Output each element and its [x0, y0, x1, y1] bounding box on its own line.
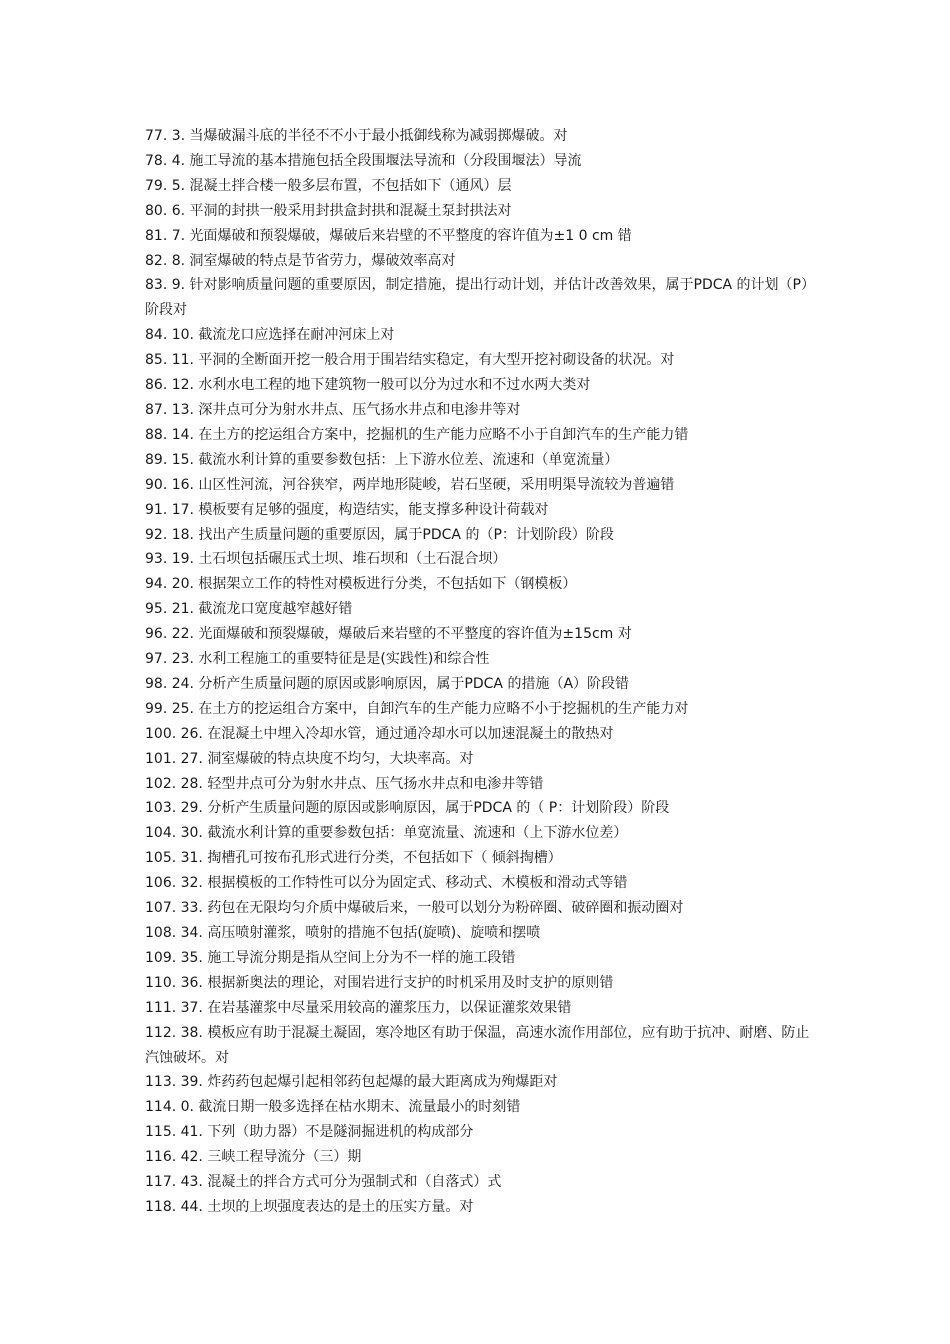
- list-item: 113. 39. 炸药药包起爆引起相邻药包起爆的最大距离成为殉爆距对: [145, 1074, 558, 1091]
- list-item: 102. 28. 轻型井点可分为射水井点、压气扬水井点和电渗井等错: [145, 775, 544, 792]
- list-item: 117. 43. 混凝土的拌合方式可分为强制式和（自落式）式: [145, 1174, 502, 1191]
- list-item: 91. 17. 模板要有足够的强度，构造结实，能支撑多种设计荷载对: [145, 501, 549, 518]
- list-item: 106. 32. 根据模板的工作特性可以分为固定式、移动式、木模板和滑动式等错: [145, 875, 628, 892]
- list-item: 78. 4. 施工导流的基本措施包括全段围堰法导流和（分段围堰法）导流: [145, 152, 582, 169]
- list-item: 105. 31. 掏槽孔可按布孔形式进行分类，不包括如下（ 倾斜掏槽）: [145, 850, 562, 867]
- list-item: 98. 24. 分析产生质量问题的原因或影响原因，属于PDCA 的措施（A）阶段错: [145, 675, 630, 692]
- list-item: 94. 20. 根据架立工作的特性对模板进行分类，不包括如下（钢模板）: [145, 576, 577, 593]
- question-list: [145, 124, 810, 1220]
- list-item: 111. 37. 在岩基灌浆中尽量采用较高的灌浆压力，以保证灌浆效果错: [145, 999, 572, 1016]
- list-item: 89. 15. 截流水利计算的重要参数包括：上下游水位差、流速和（单宽流量）: [145, 451, 619, 468]
- list-item: 109. 35. 施工导流分期是指从空间上分为不一样的施工段错: [145, 949, 516, 966]
- list-item: 112. 38. 模板应有助于混凝土凝固，寒冷地区有助于保温，高速水流作用部位，应有助于抗冲、耐磨、防止汽蚀破坏。对: [145, 1024, 810, 1066]
- list-item: 84. 10. 截流龙口应选择在耐冲河床上对: [145, 327, 395, 344]
- list-item: 107. 33. 药包在无限均匀介质中爆破后来，一般可以划分为粉碎圈、破碎圈和振动圈对: [145, 900, 684, 917]
- list-item: 92. 18. 找出产生质量问题的重要原因，属于PDCA 的（P：计划阶段）阶段: [145, 526, 614, 543]
- list-item: 114. 0. 截流日期一般多选择在枯水期末、流量最小的时刻错: [145, 1099, 521, 1116]
- list-item: 108. 34. 高压喷射灌浆，喷射的措施不包括(旋喷)、旋喷和摆喷: [145, 925, 541, 941]
- list-item: 115. 41. 下列（助力器）不是隧洞掘进机的构成部分: [145, 1124, 474, 1141]
- list-item: 80. 6. 平洞的封拱一般采用封拱盒封拱和混凝土泵封拱法对: [145, 202, 512, 219]
- list-item: 90. 16. 山区性河流，河谷狭窄，两岸地形陡峻，岩石坚硬，采用明渠导流较为普遍错: [145, 476, 675, 493]
- list-item: 101. 27. 洞室爆破的特点块度不均匀，大块率高。对: [145, 750, 474, 767]
- list-item: 81. 7. 光面爆破和预裂爆破，爆破后来岩壁的不平整度的容许值为±1 0 cm 错: [145, 227, 632, 244]
- list-item: 116. 42. 三峡工程导流分（三）期: [145, 1149, 362, 1166]
- list-item: 110. 36. 根据新奥法的理论，对围岩进行支护的时机采用及时支护的原则错: [145, 974, 614, 991]
- list-item: 79. 5. 混凝土拌合楼一般多层布置，不包括如下（通风）层: [145, 177, 512, 194]
- list-item: 103. 29. 分析产生质量问题的原因或影响原因，属于PDCA 的（ P：计划阶段）阶段: [145, 800, 670, 817]
- list-item: 85. 11. 平洞的全断面开挖一般合用于围岩结实稳定，有大型开挖衬砌设备的状况。对: [145, 352, 675, 369]
- list-item: 96. 22. 光面爆破和预裂爆破，爆破后来岩壁的不平整度的容许值为±15cm 对: [145, 626, 632, 643]
- list-item: 118. 44. 土坝的上坝强度表达的是土的压实方量。对: [145, 1198, 474, 1215]
- list-item: 82. 8. 洞室爆破的特点是节省劳力，爆破效率高对: [145, 252, 456, 269]
- list-item: 99. 25. 在土方的挖运组合方案中，自卸汽车的生产能力应略不小于挖掘机的生产能力对: [145, 700, 689, 717]
- list-item: 87. 13. 深井点可分为射水井点、压气扬水井点和电渗井等对: [145, 401, 521, 418]
- list-item: 104. 30. 截流水利计算的重要参数包括：单宽流量、流速和（上下游水位差）: [145, 825, 628, 842]
- list-item: 100. 26. 在混凝土中埋入冷却水管，通过通冷却水可以加速混凝土的散热对: [145, 725, 614, 742]
- list-item: 77. 3. 当爆破漏斗底的半径不不小于最小抵御线称为减弱掷爆破。对: [145, 128, 568, 144]
- list-item: 93. 19. 土石坝包括碾压式土坝、堆石坝和（土石混合坝）: [145, 551, 507, 568]
- list-item: 83. 9. 针对影响质量问题的重要原因，制定措施，提出行动计划，并估计改善效果，属于PDCA 的计划（P）阶段对: [145, 277, 808, 319]
- list-item: 95. 21. 截流龙口宽度越窄越好错: [145, 601, 353, 618]
- list-item: 86. 12. 水利水电工程的地下建筑物一般可以分为过水和不过水两大类对: [145, 377, 591, 394]
- list-item: 88. 14. 在土方的挖运组合方案中，挖掘机的生产能力应略不小于自卸汽车的生产能力错: [145, 426, 689, 443]
- list-item: 97. 23. 水利工程施工的重要特征是是(实践性)和综合性: [145, 651, 490, 668]
